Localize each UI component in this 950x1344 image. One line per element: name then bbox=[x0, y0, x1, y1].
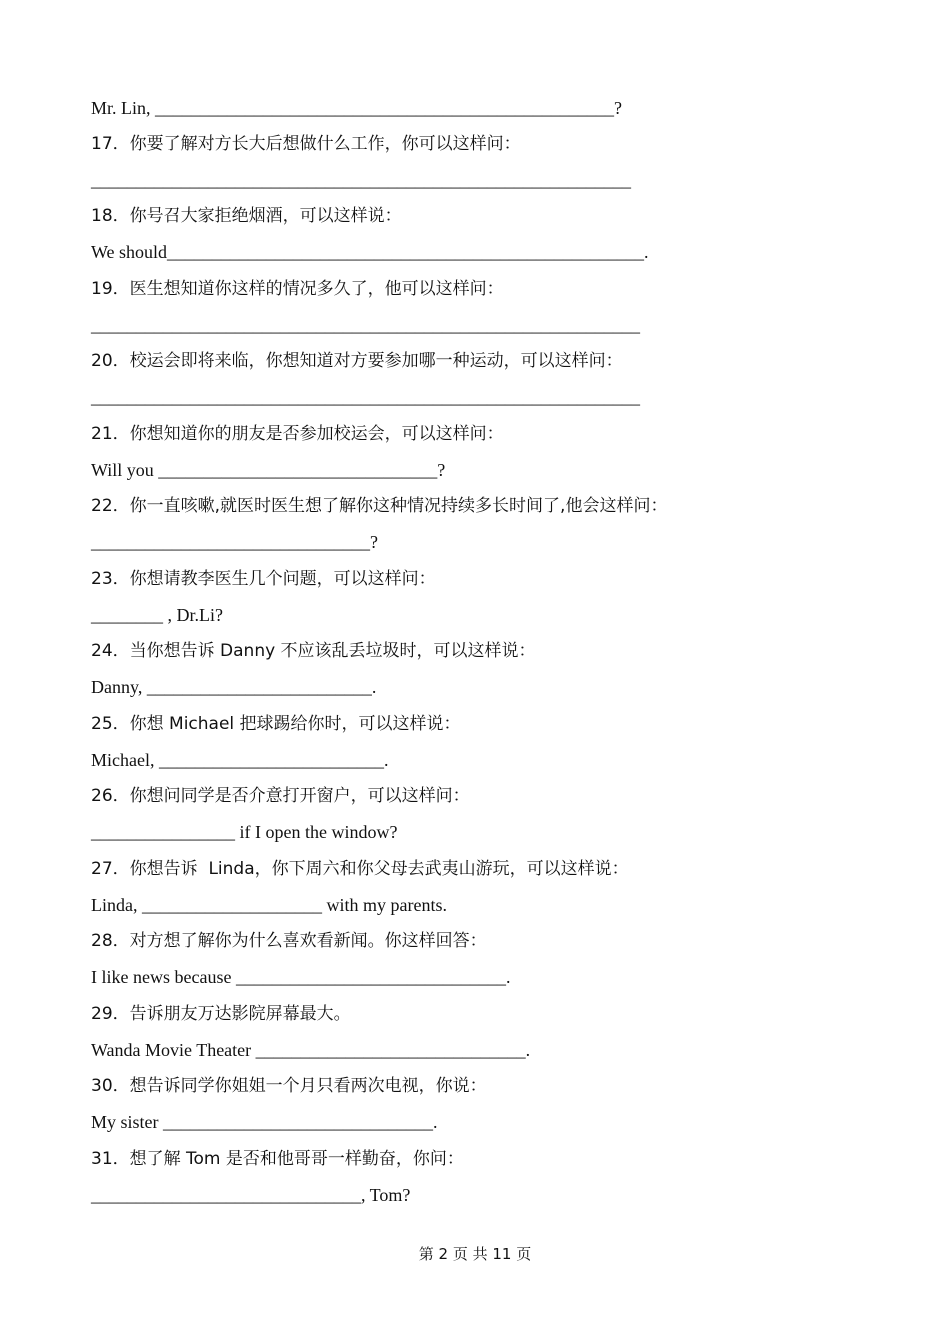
question-20: 20．校运会即将来临，你想知道对方要参加哪一种运动，可以这样问： bbox=[91, 351, 623, 371]
question-17: 17．你要了解对方长大后想做什么工作，你可以这样问： bbox=[91, 134, 521, 154]
question-26: 26．你想问同学是否介意打开窗户，可以这样问： bbox=[91, 786, 470, 806]
question-23: 23．你想请教李医生几个问题，可以这样问： bbox=[91, 569, 436, 589]
answer-line-27: Linda, ____________________ with my parents. bbox=[91, 895, 447, 915]
answer-line-24: Danny, _________________________. bbox=[91, 677, 377, 697]
answer-line-18: We should_____________________________________________________. bbox=[91, 242, 649, 262]
question-30: 30．想告诉同学你姐姐一个月只看两次电视，你说： bbox=[91, 1076, 487, 1096]
answer-line-19: _____________________________________________________________ bbox=[91, 315, 640, 335]
question-21: 21．你想知道你的朋友是否参加校运会，可以这样问： bbox=[91, 424, 504, 444]
answer-line-23: ________ , Dr.Li? bbox=[91, 605, 223, 625]
page-footer: 第 2 页 共 11 页 bbox=[418, 1245, 532, 1263]
answer-line-21: Will you _______________________________? bbox=[91, 460, 446, 480]
question-24: 24．当你想告诉 Danny 不应该乱丢垃圾时，可以这样说： bbox=[91, 641, 536, 661]
answer-line-30: My sister ______________________________. bbox=[91, 1112, 438, 1132]
answer-line-29: Wanda Movie Theater ______________________________. bbox=[91, 1040, 531, 1060]
question-25: 25．你想 Michael 把球踢给你时，可以这样说： bbox=[91, 714, 461, 734]
question-18: 18．你号召大家拒绝烟酒，可以这样说： bbox=[91, 206, 402, 226]
question-22: 22．你一直咳嗽,就医时医生想了解你这种情况持续多长时间了,他会这样问： bbox=[91, 496, 668, 516]
question-19: 19．医生想知道你这样的情况多久了，他可以这样问： bbox=[91, 279, 504, 299]
answer-line-17: ____________________________________________________________ bbox=[91, 170, 631, 190]
answer-line-28: I like news because ______________________________. bbox=[91, 967, 511, 987]
question-31: 31．想了解 Tom 是否和他哥哥一样勤奋，你问： bbox=[91, 1149, 464, 1169]
answer-line-25: Michael, _________________________. bbox=[91, 750, 389, 770]
question-28: 28．对方想了解你为什么喜欢看新闻。你这样回答： bbox=[91, 931, 487, 951]
answer-line-20: _____________________________________________________________ bbox=[91, 387, 640, 407]
answer-line-31: ______________________________, Tom? bbox=[91, 1185, 411, 1205]
answer-line-16: Mr. Lin, ___________________________________________________? bbox=[91, 98, 622, 118]
question-29: 29．告诉朋友万达影院屏幕最大。 bbox=[91, 1004, 351, 1024]
answer-line-26: ________________ if I open the window? bbox=[91, 822, 398, 842]
answer-line-22: _______________________________? bbox=[91, 532, 378, 552]
question-27: 27．你想告诉 Linda，你下周六和你父母去武夷山游玩，可以这样说： bbox=[91, 859, 629, 879]
